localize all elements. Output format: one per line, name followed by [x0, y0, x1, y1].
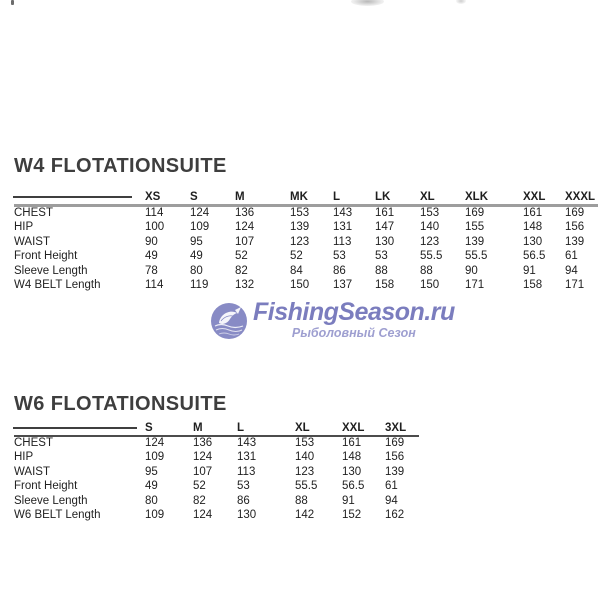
- table-cell: 61: [385, 480, 398, 493]
- table-cell: 169: [565, 207, 585, 219]
- table-cell: 55.5: [465, 250, 488, 263]
- table-cell: 150: [290, 278, 310, 291]
- table-cell: 80: [145, 494, 158, 507]
- column-header: XL: [295, 422, 310, 434]
- table-cell: 88: [295, 494, 308, 507]
- scan-smudge: [351, 0, 384, 6]
- table-cell: 86: [333, 264, 346, 277]
- table-cell: 91: [342, 494, 355, 507]
- table-cell: 80: [190, 264, 203, 277]
- scan-speck: [11, 0, 14, 5]
- column-header: L: [333, 191, 341, 203]
- table-cell: 136: [193, 437, 213, 449]
- table-cell: 139: [465, 235, 485, 248]
- column-header: XXXL: [565, 191, 596, 203]
- table-cell: 139: [290, 221, 310, 234]
- table-cell: 61: [565, 250, 578, 263]
- w6-size-table: [14, 414, 419, 523]
- table-row: [14, 250, 598, 264]
- table-row: [14, 207, 598, 221]
- table-cell: 49: [145, 480, 158, 493]
- table-cell: 147: [375, 221, 395, 234]
- table-cell: 94: [565, 264, 578, 277]
- table-cell: 139: [385, 465, 405, 478]
- table-cell: 107: [193, 465, 213, 478]
- table-cell: 113: [237, 465, 256, 478]
- scan-smudge: [456, 0, 466, 4]
- table-cell: 156: [385, 451, 405, 464]
- table-cell: 109: [145, 508, 165, 521]
- table-cell: 153: [290, 207, 310, 219]
- table-cell: 86: [237, 494, 250, 507]
- row-label: Front Height: [14, 250, 78, 263]
- table-cell: 169: [385, 437, 405, 449]
- table-cell: 109: [190, 221, 210, 234]
- column-header: XS: [145, 191, 161, 203]
- table-cell: 152: [342, 508, 362, 521]
- table-cell: 131: [237, 451, 257, 464]
- table-cell: 114: [145, 207, 164, 219]
- row-label: W4 BELT Length: [14, 278, 101, 291]
- table-cell: 150: [420, 278, 440, 291]
- table-cell: 107: [235, 235, 255, 248]
- column-header: XXL: [342, 422, 365, 434]
- table-cell: 143: [333, 207, 353, 219]
- w4-section-title: W4 FLOTATIONSUITE: [14, 155, 227, 177]
- column-header: XL: [420, 191, 435, 203]
- column-header: M: [193, 422, 203, 434]
- table-row: [14, 236, 598, 250]
- column-header: 3XL: [385, 422, 407, 434]
- table-cell: 91: [523, 264, 536, 277]
- table-row: [14, 265, 598, 279]
- table-cell: 142: [295, 508, 315, 521]
- row-label: CHEST: [14, 207, 53, 219]
- table-cell: 90: [145, 235, 158, 248]
- fish-globe-icon: [210, 302, 248, 340]
- row-label: CHEST: [14, 437, 53, 449]
- watermark: [210, 299, 455, 340]
- table-cell: 124: [193, 451, 213, 464]
- table-row: [14, 437, 419, 451]
- table-cell: 49: [190, 250, 203, 263]
- table-cell: 130: [375, 235, 395, 248]
- table-cell: 171: [465, 278, 485, 291]
- table-cell: 140: [420, 221, 440, 234]
- table-cell: 82: [193, 494, 206, 507]
- column-header: L: [237, 422, 245, 434]
- table-cell: 114: [145, 278, 164, 291]
- row-label: HIP: [14, 451, 34, 464]
- column-header: XLK: [465, 191, 488, 203]
- table-cell: 158: [375, 278, 395, 291]
- table-cell: 124: [235, 221, 255, 234]
- table-cell: 88: [375, 264, 388, 277]
- table-cell: 94: [385, 494, 398, 507]
- table-cell: 100: [145, 221, 165, 234]
- row-label: Front Height: [14, 480, 78, 493]
- table-cell: 130: [237, 508, 257, 521]
- table-row: [14, 495, 419, 509]
- table-cell: 171: [565, 278, 585, 291]
- column-header: S: [145, 422, 153, 434]
- column-header: MK: [290, 191, 308, 203]
- table-cell: 90: [465, 264, 478, 277]
- table-cell: 130: [342, 465, 362, 478]
- table-cell: 153: [295, 437, 315, 449]
- table-cell: 49: [145, 250, 158, 263]
- table-cell: 169: [465, 207, 485, 219]
- table-cell: 55.5: [420, 250, 443, 263]
- table-header-row: [14, 183, 598, 207]
- table-cell: 158: [523, 278, 543, 291]
- table-cell: 56.5: [342, 480, 365, 493]
- table-cell: 131: [333, 221, 353, 234]
- watermark-brand: FishingSeason.ru: [253, 298, 455, 326]
- column-header: XXL: [523, 191, 546, 203]
- table-row: [14, 221, 598, 235]
- table-cell: 139: [565, 235, 585, 248]
- table-cell: 52: [193, 480, 206, 493]
- table-cell: 132: [235, 278, 255, 291]
- table-row: [14, 509, 419, 523]
- table-row: [14, 279, 598, 293]
- table-cell: 153: [420, 207, 440, 219]
- table-cell: 95: [190, 235, 203, 248]
- table-cell: 88: [420, 264, 433, 277]
- table-cell: 130: [523, 235, 543, 248]
- table-cell: 53: [333, 250, 346, 263]
- table-cell: 56.5: [523, 250, 546, 263]
- table-cell: 52: [235, 250, 248, 263]
- watermark-tagline: Рыболовный Сезон: [291, 326, 416, 340]
- row-label: WAIST: [14, 465, 50, 478]
- table-row: [14, 466, 419, 480]
- row-label: W6 BELT Length: [14, 508, 101, 521]
- table-cell: 148: [342, 451, 362, 464]
- table-cell: 123: [295, 465, 315, 478]
- table-cell: 155: [465, 221, 485, 234]
- table-cell: 136: [235, 207, 255, 219]
- table-cell: 123: [290, 235, 310, 248]
- watermark-text: [253, 299, 455, 340]
- table-cell: 161: [523, 207, 543, 219]
- w4-header-rule-line: [13, 196, 132, 198]
- column-header: S: [190, 191, 198, 203]
- table-cell: 119: [190, 278, 209, 291]
- table-cell: 161: [375, 207, 395, 219]
- table-cell: 124: [145, 437, 165, 449]
- row-label: Sleeve Length: [14, 264, 88, 277]
- table-cell: 78: [145, 264, 158, 277]
- table-row: [14, 451, 419, 465]
- table-cell: 124: [193, 508, 213, 521]
- column-header: LK: [375, 191, 391, 203]
- w6-section-title: W6 FLOTATIONSUITE: [14, 393, 227, 415]
- table-cell: 124: [190, 207, 210, 219]
- row-label: HIP: [14, 221, 34, 234]
- table-cell: 113: [333, 235, 352, 248]
- table-cell: 52: [290, 250, 303, 263]
- table-row: [14, 480, 419, 494]
- table-cell: 55.5: [295, 480, 318, 493]
- table-cell: 109: [145, 451, 165, 464]
- w6-header-rule-line: [13, 427, 137, 429]
- table-cell: 82: [235, 264, 248, 277]
- table-cell: 95: [145, 465, 158, 478]
- column-header: M: [235, 191, 245, 203]
- table-cell: 53: [237, 480, 250, 493]
- table-cell: 161: [342, 437, 362, 449]
- table-cell: 162: [385, 508, 405, 521]
- table-cell: 137: [333, 278, 353, 291]
- w4-size-table: [14, 183, 598, 293]
- row-label: Sleeve Length: [14, 494, 88, 507]
- table-cell: 148: [523, 221, 543, 234]
- table-header-row: [14, 414, 419, 437]
- row-label: WAIST: [14, 235, 50, 248]
- table-cell: 143: [237, 437, 257, 449]
- table-cell: 123: [420, 235, 440, 248]
- table-cell: 156: [565, 221, 585, 234]
- table-cell: 84: [290, 264, 303, 277]
- table-cell: 140: [295, 451, 315, 464]
- table-cell: 53: [375, 250, 388, 263]
